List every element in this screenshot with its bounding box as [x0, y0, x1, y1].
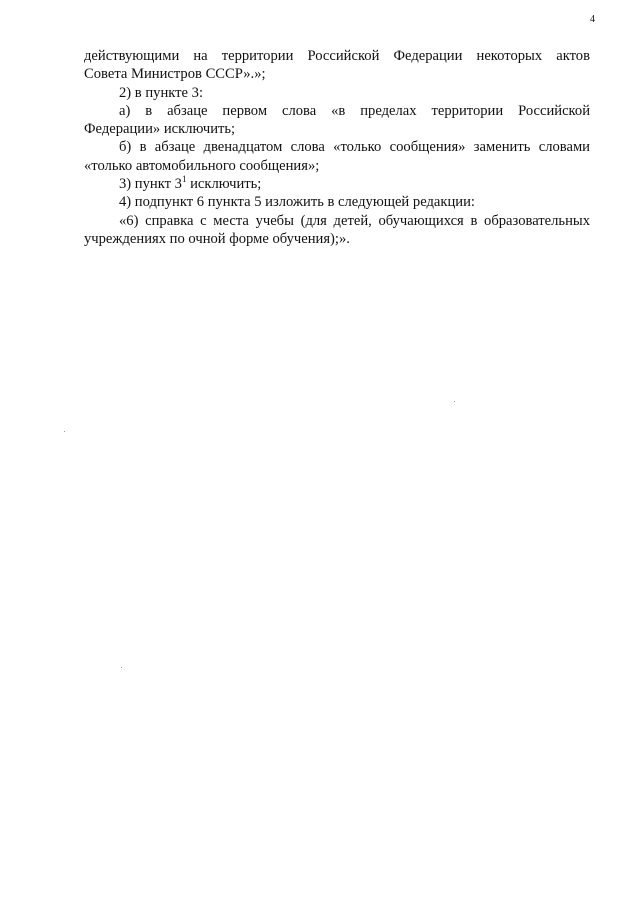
item-3-text: 3) пункт 3	[119, 176, 182, 193]
paragraph-line: Совета Министров СССР».»;	[84, 66, 266, 83]
paragraph-item-4: 4) подпункт 6 пункта 5 изложить в следующей редакции:	[119, 194, 475, 211]
paragraph-line: «6) справка с места учебы (для детей, обучающихся в образовательных	[119, 212, 590, 229]
document-body	[84, 47, 590, 248]
page-number: 4	[590, 14, 595, 25]
paragraph-item-a	[84, 102, 590, 139]
paragraph-item-2: 2) в пункте 3:	[119, 84, 204, 101]
scan-speck	[64, 431, 65, 432]
superscript: 1	[181, 174, 187, 185]
paragraph-quote-6	[84, 212, 590, 249]
scan-speck	[454, 401, 455, 402]
paragraph-line: б) в абзаце двенадцатом слова «только сообщения» заменить словами	[119, 139, 590, 156]
paragraph-item-b	[84, 138, 590, 175]
item-3-text-end: исключить;	[186, 176, 262, 193]
paragraph-line: а) в абзаце первом слова «в пределах территории Российской	[119, 102, 590, 119]
scan-speck	[121, 667, 122, 668]
paragraph-line: действующими на территории Российской Федерации некоторых актов	[84, 48, 590, 64]
paragraph-line: Федерации» исключить;	[84, 121, 236, 138]
paragraph-item-3	[84, 175, 590, 193]
paragraph-line: «только автомобильного сообщения»;	[84, 157, 320, 174]
paragraph-continuation	[84, 47, 590, 84]
paragraph-line: учреждениях по очной форме обучения);».	[84, 230, 350, 247]
